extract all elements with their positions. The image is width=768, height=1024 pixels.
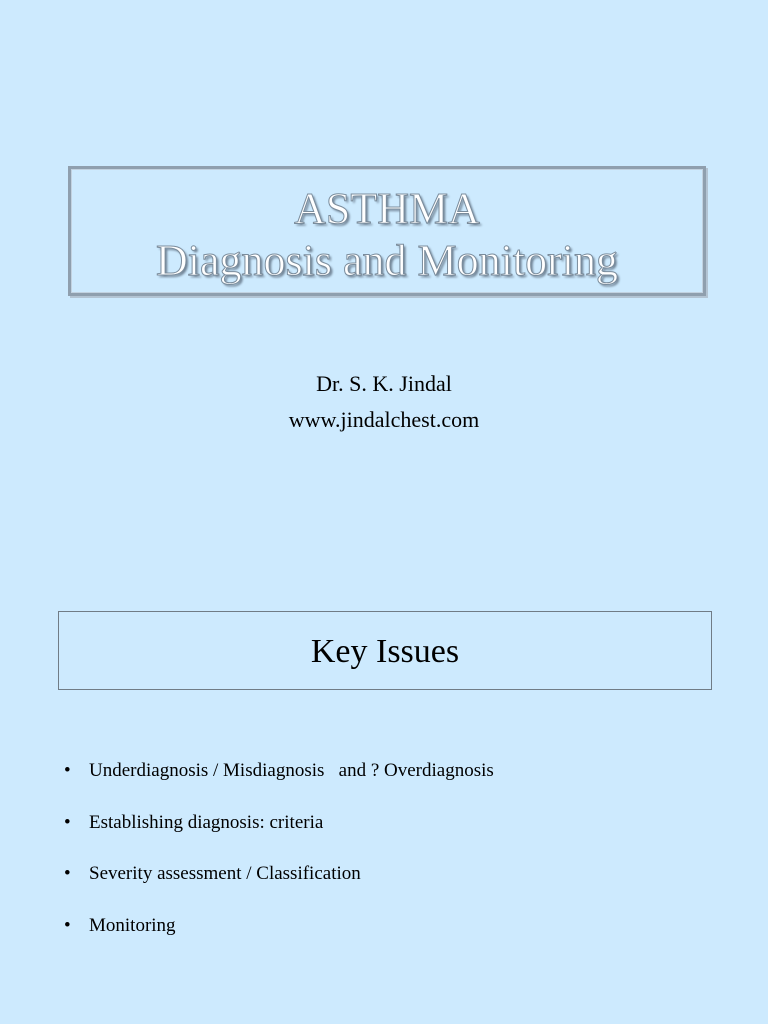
list-item [64, 863, 494, 915]
author-website: www.jindalchest.com [288, 407, 480, 432]
bullet-list [64, 760, 494, 966]
list-item [64, 915, 494, 967]
author-block [0, 366, 768, 438]
key-issues-box [58, 611, 712, 690]
slide-key-issues [0, 512, 768, 1024]
author-name: Dr. S. K. Jindal [316, 371, 452, 396]
title-line-2: Diagnosis and Monitoring [156, 236, 618, 285]
bullet-text: Severity assessment / Classification [89, 863, 361, 884]
bullet-icon: • [64, 811, 71, 833]
bullet-icon: • [64, 760, 71, 781]
bullet-text: Establishing diagnosis: criteria [89, 811, 324, 833]
list-item [64, 812, 494, 864]
bullet-text: Underdiagnosis / Misdiagnosis and ? Overdiagnosis [89, 760, 494, 781]
list-item [64, 760, 494, 812]
bullet-text: Monitoring [89, 914, 176, 936]
title-line-1: ASTHMA [294, 184, 480, 233]
key-issues-heading: Key Issues [310, 633, 460, 670]
bullet-icon: • [64, 863, 71, 884]
bullet-icon: • [64, 914, 71, 936]
title-box [68, 166, 706, 296]
